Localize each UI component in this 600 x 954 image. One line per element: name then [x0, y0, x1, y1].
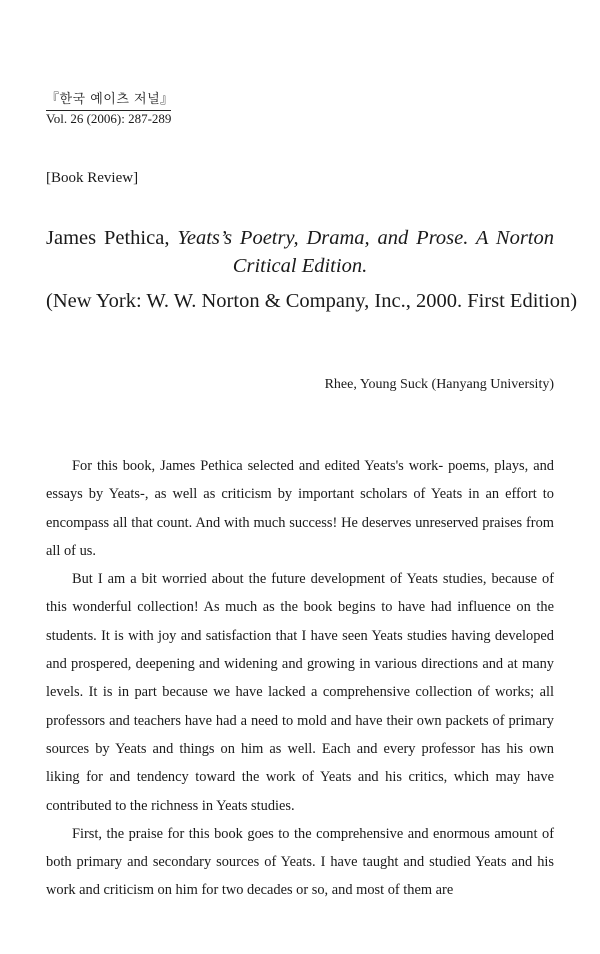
paragraph: First, the praise for this book goes to the comprehensive and enormous amount of both primary and secondary sources of Yeats. I have taught and studied Yeats and his work and criticism on him for two decades or so, and most of them are: [46, 825, 554, 899]
section-label: [Book Review]: [46, 170, 139, 186]
journal-name: 『한국 예이츠 저널』: [46, 92, 174, 107]
review-body: [46, 452, 554, 905]
publication-info: (New York: W. W. Norton & Company, Inc., 2000. First Edition): [46, 290, 578, 312]
review-title: [46, 224, 554, 280]
volume-info: Vol. 26 (2006): 287-289: [46, 111, 172, 126]
book-title: Yeats’s Poetry, Drama, and Prose. A Norton Critical Edition.: [177, 227, 555, 277]
reviewer-byline: Rhee, Young Suck (Hanyang University): [324, 377, 554, 392]
paragraph: But I am a bit worried about the future development of Yeats studies, because of this wonderful collection! As much as the book begins to have had influence on the students. It is with joy and satisfaction that I have seen Yeats studies having developed and prospered, deepening and widening and growing in various directions and at many levels. It is in part because we have lacked a comprehensive collection of works; all professors and teachers have had a need to mold and have their own packets of primary sources by Yeats and things on him as well. Each and every professor has his own liking for and tendency toward the work of Yeats and his critics, which may have contributed to the richness in Yeats studies.: [46, 571, 554, 814]
book-author: James Pethica,: [46, 227, 170, 249]
paragraph: For this book, James Pethica selected and edited Yeats's work- poems, plays, and essays by Yeats-, as well as criticism by important scholars of Yeats in an effort to encompass all that count. And with much success! He deserves unreserved praises from all of us.: [46, 458, 554, 559]
